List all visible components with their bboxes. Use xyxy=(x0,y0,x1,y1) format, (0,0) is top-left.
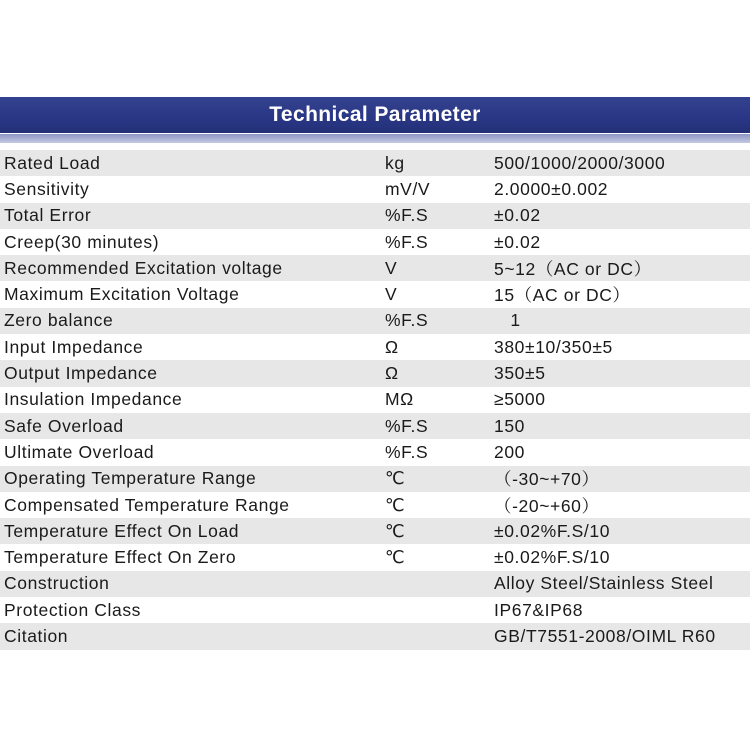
table-row xyxy=(0,176,750,202)
parameter-unit: %F.S xyxy=(385,415,429,436)
parameter-unit: kg xyxy=(385,152,405,173)
parameter-name: Total Error xyxy=(4,205,92,226)
parameter-name: Compensated Temperature Range xyxy=(4,494,290,515)
table-row xyxy=(0,439,750,465)
parameter-unit: mV/V xyxy=(385,178,431,199)
parameter-unit: V xyxy=(385,284,398,305)
table-row xyxy=(0,281,750,307)
parameter-name: Output Impedance xyxy=(4,363,158,384)
table-row xyxy=(0,229,750,255)
parameter-value: IP67&IP68 xyxy=(494,599,584,620)
parameter-value: 380±10/350±5 xyxy=(494,336,613,357)
parameter-value: ±0.02%F.S/10 xyxy=(494,520,611,541)
table-row xyxy=(0,334,750,360)
parameter-unit: Ω xyxy=(385,363,399,384)
parameter-value: 15（AC or DC） xyxy=(494,285,631,306)
table-row xyxy=(0,518,750,544)
parameter-unit: ℃ xyxy=(385,520,406,541)
parameter-value: Alloy Steel/Stainless Steel xyxy=(494,573,714,594)
parameter-value: ≥5000 xyxy=(494,389,546,410)
parameter-name: Protection Class xyxy=(4,599,142,620)
table-row xyxy=(0,413,750,439)
parameter-unit: ℃ xyxy=(385,494,406,515)
parameter-value: 150 xyxy=(494,415,525,436)
parameter-value: 500/1000/2000/3000 xyxy=(494,152,666,173)
parameter-value: 200 xyxy=(494,441,525,462)
parameter-value: ±0.02%F.S/10 xyxy=(494,547,611,568)
parameter-value: ±0.02 xyxy=(494,205,541,226)
parameter-name: Zero balance xyxy=(4,310,114,331)
table-row xyxy=(0,360,750,386)
table-row xyxy=(0,387,750,413)
parameter-unit: ℃ xyxy=(385,468,406,489)
table-row xyxy=(0,544,750,570)
parameter-name: Temperature Effect On Zero xyxy=(4,547,237,568)
parameter-name: Input Impedance xyxy=(4,336,144,357)
parameter-unit: %F.S xyxy=(385,231,429,252)
parameter-name: Temperature Effect On Load xyxy=(4,520,240,541)
parameter-name: Creep(30 minutes) xyxy=(4,231,160,252)
parameter-value: （-30~+70） xyxy=(494,469,600,490)
parameter-name: Maximum Excitation Voltage xyxy=(4,284,240,305)
parameter-name: Rated Load xyxy=(4,152,101,173)
table-row xyxy=(0,571,750,597)
parameter-value: 5~12（AC or DC） xyxy=(494,258,652,279)
table-row xyxy=(0,308,750,334)
parameter-name: Ultimate Overload xyxy=(4,441,155,462)
parameter-name: Safe Overload xyxy=(4,415,124,436)
table-row xyxy=(0,466,750,492)
parameter-name: Construction xyxy=(4,573,110,594)
parameter-unit: Ω xyxy=(385,336,399,357)
parameter-unit: V xyxy=(385,257,398,278)
parameter-value: 1 xyxy=(494,310,521,331)
parameter-name: Sensitivity xyxy=(4,178,90,199)
parameter-name: Recommended Excitation voltage xyxy=(4,257,283,278)
parameter-unit: ℃ xyxy=(385,547,406,568)
title-bar xyxy=(0,97,750,133)
table-row xyxy=(0,597,750,623)
table-row xyxy=(0,492,750,518)
table-row xyxy=(0,623,750,649)
parameter-name: Citation xyxy=(4,625,69,646)
parameter-value: 2.0000±0.002 xyxy=(494,178,609,199)
parameter-unit: %F.S xyxy=(385,310,429,331)
table-row xyxy=(0,255,750,281)
parameter-unit: %F.S xyxy=(385,205,429,226)
parameter-value: 350±5 xyxy=(494,363,546,384)
page-title: Technical Parameter xyxy=(269,103,481,126)
parameter-unit: MΩ xyxy=(385,389,414,410)
parameter-unit: %F.S xyxy=(385,441,429,462)
table-row xyxy=(0,150,750,176)
title-underline xyxy=(0,134,750,143)
parameter-name: Insulation Impedance xyxy=(4,389,183,410)
parameter-value: ±0.02 xyxy=(494,231,541,252)
parameter-value: （-20~+60） xyxy=(494,495,600,516)
table-row xyxy=(0,203,750,229)
parameter-name: Operating Temperature Range xyxy=(4,468,257,489)
parameter-table xyxy=(0,150,750,650)
parameter-value: GB/T7551-2008/OIML R60 xyxy=(494,625,716,646)
